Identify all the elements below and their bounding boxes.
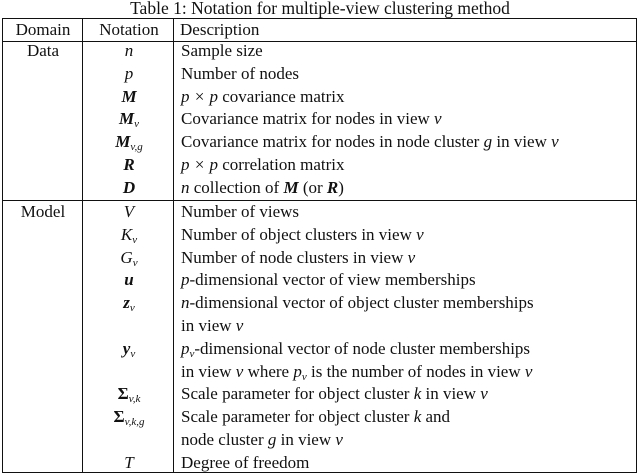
section-divider (3, 200, 636, 201)
description-text (181, 316, 243, 336)
notation-symbol (84, 384, 174, 404)
column-divider (82, 19, 83, 472)
description-text (181, 202, 299, 222)
symbol-base: z (123, 293, 130, 313)
symbol-subscript: v,k (128, 393, 141, 406)
description-segment: g (267, 430, 277, 449)
symbol-base: Σ (113, 407, 125, 427)
description-segment: is the number of nodes in view (306, 361, 525, 381)
notation-symbol (84, 339, 174, 359)
description-segment: p (181, 338, 190, 358)
header-description: Description (180, 20, 260, 39)
description-segment: v (407, 247, 416, 267)
notation-symbol (84, 132, 174, 152)
description-segment: p (181, 270, 190, 290)
description-segment: Number of object clusters in view (181, 224, 417, 244)
description-segment: k (413, 407, 422, 427)
description-segment: v (480, 384, 488, 404)
notation-symbol (84, 87, 174, 107)
symbol-subscript: v (129, 302, 135, 315)
description-segment: v (301, 370, 307, 383)
description-text (181, 109, 442, 129)
domain-label: Data (26, 41, 60, 60)
symbol-subscript: v,k,g (124, 416, 145, 429)
description-text (181, 248, 415, 268)
description-segment: in view (181, 361, 236, 381)
symbol-subscript: v (132, 256, 138, 269)
description-text (181, 384, 488, 404)
description-segment: Number of node clusters in view (181, 247, 408, 267)
symbol-base: G (120, 247, 133, 267)
notation-symbol (84, 270, 174, 290)
symbol-base: u (124, 270, 134, 290)
symbol-subscript: v (132, 233, 138, 246)
description-segment: Degree of freedom (181, 452, 310, 472)
symbol-subscript: v (130, 347, 136, 360)
symbol-base: Σ (117, 384, 129, 404)
description-segment: M (283, 177, 299, 197)
description-segment: v (189, 347, 195, 360)
description-segment: in view (181, 316, 236, 335)
description-segment: v (524, 361, 533, 381)
description-segment: ) (338, 177, 344, 197)
description-text (181, 362, 532, 382)
symbol-base: p (124, 63, 134, 83)
symbol-base: n (124, 41, 134, 60)
description-text (181, 41, 263, 61)
symbol-base: V (123, 202, 135, 221)
description-segment: correlation matrix (217, 155, 345, 174)
description-text (181, 270, 476, 290)
symbol-base: T (124, 452, 134, 472)
description-segment: in view (421, 384, 481, 404)
description-segment: p × p (181, 86, 218, 106)
symbol-base: R (123, 155, 135, 174)
notation-symbol (84, 453, 174, 473)
symbol-base: M (121, 86, 137, 106)
description-text (181, 453, 309, 473)
description-segment: Sample size (181, 41, 263, 60)
description-segment: Number of nodes (181, 63, 300, 83)
description-text (181, 430, 343, 450)
symbol-base: K (120, 224, 133, 244)
header-notation: Notation (99, 20, 159, 39)
description-segment: in view (276, 430, 336, 449)
symbol-base: y (122, 338, 131, 358)
symbol-base: M (118, 109, 135, 129)
symbol-subscript: v (134, 118, 139, 131)
domain-label: Model (20, 202, 66, 221)
description-text (181, 178, 344, 198)
symbol-base: D (122, 177, 136, 197)
description-segment: g (483, 132, 493, 152)
notation-table (2, 18, 637, 473)
notation-symbol (84, 41, 174, 61)
notation-symbol (84, 248, 174, 268)
table-caption: Table 1: Notation for multiple-view clustering method (130, 0, 510, 18)
description-segment: k (413, 384, 422, 404)
description-segment: v (551, 132, 559, 152)
description-segment: v (416, 224, 424, 244)
description-text (181, 407, 450, 427)
description-segment: v (335, 430, 343, 449)
description-segment: -dimensional vector of view memberships (189, 270, 476, 290)
description-segment: p × p (181, 155, 218, 174)
description-text (181, 293, 534, 313)
symbol-base: M (115, 132, 131, 152)
description-segment: where (243, 361, 294, 381)
description-text (181, 132, 559, 152)
symbol-subscript: v,g (130, 141, 143, 154)
description-segment: v (235, 361, 244, 381)
notation-symbol (84, 202, 174, 222)
description-segment: (or (298, 177, 327, 197)
description-segment: node cluster (181, 430, 268, 449)
description-segment: Covariance matrix for nodes in node cluster (181, 132, 484, 152)
description-segment: Scale parameter for object cluster (181, 384, 414, 404)
description-segment: covariance matrix (217, 86, 345, 106)
header-domain: Domain (15, 20, 71, 39)
description-text (181, 64, 299, 84)
description-segment: n (181, 177, 190, 197)
notation-symbol (84, 64, 174, 84)
notation-symbol (84, 155, 174, 175)
description-segment: Scale parameter for object cluster (181, 407, 414, 427)
description-segment: Covariance matrix for nodes in view (181, 109, 435, 129)
notation-symbol (84, 225, 174, 245)
description-segment: n (181, 293, 190, 313)
description-text (181, 87, 344, 107)
description-segment: p (293, 361, 302, 381)
description-segment: R (326, 177, 339, 197)
description-segment: Number of views (181, 202, 300, 221)
notation-symbol (84, 407, 174, 427)
notation-symbol (84, 109, 174, 129)
description-text (181, 155, 345, 175)
description-segment: -dimensional vector of node cluster memberships (194, 338, 531, 358)
description-segment: v (434, 109, 442, 129)
description-segment: and (421, 407, 451, 427)
description-text (181, 339, 530, 359)
description-segment: v (235, 316, 244, 335)
description-segment: in view (492, 132, 552, 152)
description-segment: -dimensional vector of object cluster memberships (189, 293, 534, 313)
description-text (181, 225, 424, 245)
notation-symbol (84, 178, 174, 198)
notation-symbol (84, 293, 174, 313)
description-segment: collection of (189, 177, 284, 197)
